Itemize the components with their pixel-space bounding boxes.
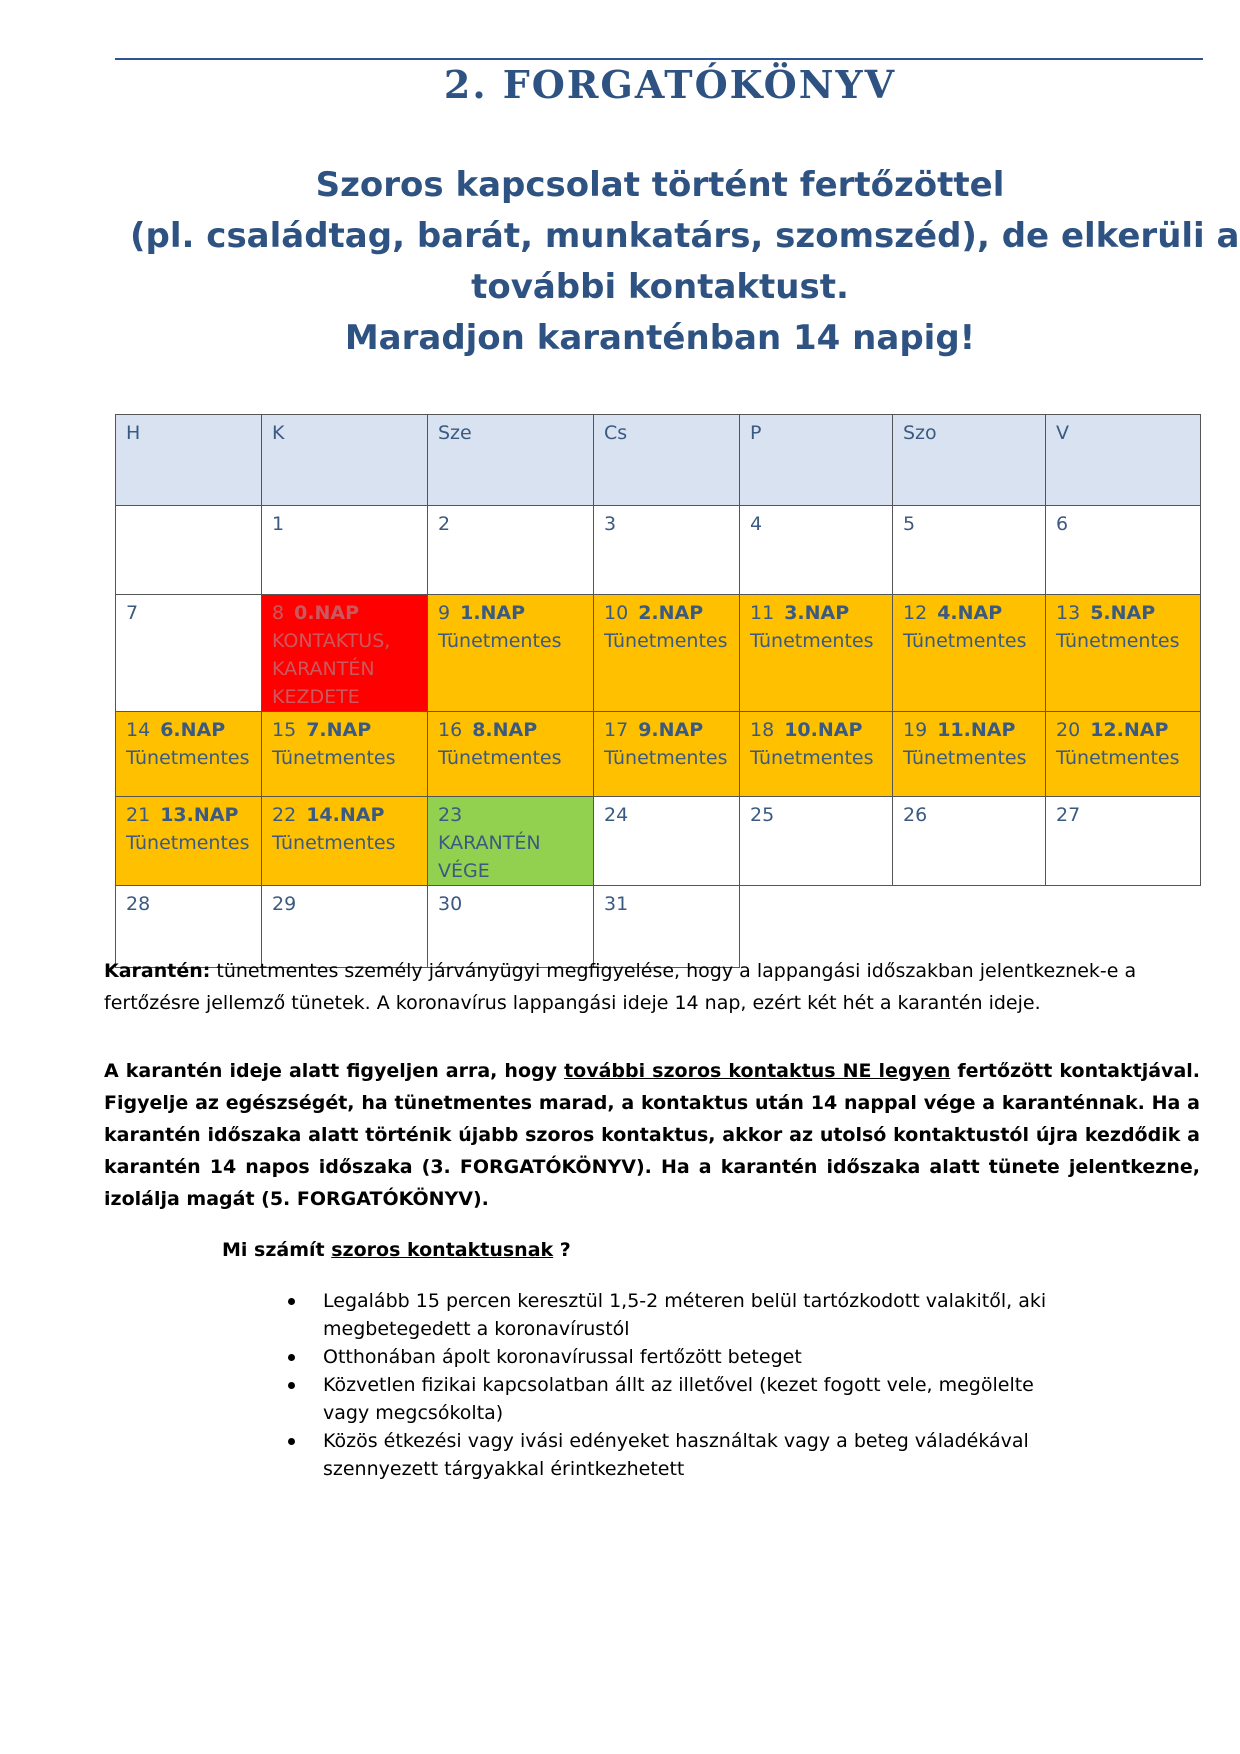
quarantine-definition [104, 955, 1200, 1019]
calendar-day-cell [116, 506, 262, 595]
day-note: Tünetmentes [903, 630, 1027, 652]
day-number: 6 [1056, 513, 1069, 535]
quarantine-day-label: 4.NAP [937, 602, 1003, 624]
day-number: 2 [438, 513, 451, 535]
quarantine-day-cell [428, 712, 594, 797]
quarantine-day-cell [262, 712, 428, 797]
subtitle-line: (pl. családtag, barát, munkatárs, szomszéd), de elkerüli a [130, 216, 1240, 256]
day-note: Tünetmentes [272, 832, 396, 854]
day-number: 28 [126, 893, 151, 915]
day-number: 17 [604, 719, 629, 741]
quarantine-day-label: 1.NAP [460, 602, 526, 624]
definition-text: tünetmentes személy járványügyi megfigyelése, hogy a lappangási időszakban jelentkeznek-e a fertőzésre jellemző tünetek. A koronavírus lappangási ideje 14 nap, ezért két hét a karantén ideje. [104, 960, 1137, 1014]
quarantine-guidance: A karantén ideje alatt figyeljen arra, hogy további szoros kontaktus NE legyen fertőzött kontaktjával. Figyelje az egészségét, ha tünetmentes marad, a kontaktus után 14 nappal vége a karanténnak. Ha a karantén időszaka alatt történik újabb szoros kontaktus, akkor az utolsó kontaktustól újra kezdődik a karantén 14 napos időszaka (3. FORGATÓKÖNYV). Ha a karantén időszaka alatt tünete jelentkezne, izolálja magát (5. FORGATÓKÖNYV). [104, 1060, 1200, 1210]
day-number: 13 [1056, 602, 1081, 624]
quarantine-day-label: 0.NAP [294, 602, 360, 624]
day-number: 7 [126, 602, 139, 624]
quarantine-day-cell [893, 595, 1046, 712]
subtitle-line: Maradjon karanténban 14 napig! [344, 318, 976, 358]
quarantine-calendar [115, 414, 1201, 968]
calendar-day-cell [594, 506, 740, 595]
weekday-header: K [262, 415, 428, 506]
day-note: Tünetmentes [903, 747, 1027, 769]
day-number: 27 [1056, 804, 1081, 826]
day-number: 3 [604, 513, 617, 535]
day-number: 26 [903, 804, 928, 826]
day-note: Tünetmentes [604, 630, 728, 652]
quarantine-day-cell [1046, 595, 1201, 712]
definition-term: Karantén: [104, 960, 211, 982]
weekday-header: Cs [594, 415, 740, 506]
day-note: Tünetmentes [750, 747, 874, 769]
weekday-header: P [740, 415, 893, 506]
calendar-day-cell [116, 595, 262, 712]
subtitle-line: Szoros kapcsolat történt fertőzöttel [315, 165, 1005, 205]
question-emphasis: szoros kontaktusnak [331, 1239, 554, 1261]
day-note: Tünetmentes [438, 630, 562, 652]
weekday-header: Szo [893, 415, 1046, 506]
calendar-day-cell [1046, 797, 1201, 886]
quarantine-day-cell [740, 595, 893, 712]
day-note: KONTAKTUS, KARANTÉN KEZDETE [272, 630, 391, 708]
quarantine-day-cell [116, 712, 262, 797]
calendar-header-row [116, 415, 1201, 506]
quarantine-day-label: 10.NAP [784, 719, 863, 741]
calendar-day-cell [893, 797, 1046, 886]
day-note: KARANTÉN VÉGE [438, 832, 541, 882]
subtitle [130, 160, 1240, 364]
close-contact-question: Mi számít szoros kontaktusnak ? [222, 1239, 571, 1261]
day-note: Tünetmentes [1056, 630, 1180, 652]
day-number: 14 [126, 719, 151, 741]
day-note: Tünetmentes [438, 747, 562, 769]
day-number: 19 [903, 719, 928, 741]
calendar-day-cell [594, 797, 740, 886]
calendar-day-cell [262, 506, 428, 595]
weekday-header: Sze [428, 415, 594, 506]
quarantine-day-label: 9.NAP [638, 719, 704, 741]
document-title: 2. FORGATÓKÖNYV [443, 62, 897, 107]
list-item: Közvetlen fizikai kapcsolatban állt az illetővel (kezet fogott vele, megölelte vagy megcsókolta) [282, 1371, 1082, 1427]
quarantine-day-label: 6.NAP [160, 719, 226, 741]
day-number: 9 [438, 602, 451, 624]
calendar-day-cell [740, 506, 893, 595]
quarantine-end-cell [428, 797, 594, 886]
close-contact-list [282, 1287, 1082, 1483]
quarantine-day-label: 14.NAP [306, 804, 385, 826]
quarantine-day-label: 13.NAP [160, 804, 239, 826]
calendar-week-row [116, 506, 1201, 595]
day-note: Tünetmentes [272, 747, 396, 769]
weekday-header: H [116, 415, 262, 506]
quarantine-day-cell [594, 595, 740, 712]
subtitle-line: további kontaktust. [471, 267, 849, 307]
calendar-week-row [116, 595, 1201, 712]
quarantine-day-cell [740, 712, 893, 797]
quarantine-day-label: 3.NAP [784, 602, 850, 624]
day-number: 10 [604, 602, 629, 624]
day-number: 18 [750, 719, 775, 741]
day-number: 12 [903, 602, 928, 624]
weekday-header: V [1046, 415, 1201, 506]
day-number: 23 [438, 804, 463, 826]
day-number: 15 [272, 719, 297, 741]
day-number: 5 [903, 513, 916, 535]
contact-day-cell [262, 595, 428, 712]
calendar-week-row [116, 797, 1201, 886]
day-number: 4 [750, 513, 763, 535]
quarantine-day-label: 12.NAP [1090, 719, 1169, 741]
calendar-week-row [116, 712, 1201, 797]
quarantine-day-label: 5.NAP [1090, 602, 1156, 624]
quarantine-day-cell [116, 797, 262, 886]
day-note: Tünetmentes [126, 832, 250, 854]
day-number: 21 [126, 804, 151, 826]
quarantine-day-cell [893, 712, 1046, 797]
top-rule [115, 58, 1203, 60]
list-item: Legalább 15 percen keresztül 1,5-2 méteren belül tartózkodott valakitől, aki megbetegedett a koronavírustól [282, 1287, 1082, 1343]
quarantine-day-cell [594, 712, 740, 797]
day-note: Tünetmentes [750, 630, 874, 652]
calendar-day-cell [1046, 506, 1201, 595]
quarantine-day-label: 2.NAP [638, 602, 704, 624]
calendar-day-cell [893, 506, 1046, 595]
day-number: 22 [272, 804, 297, 826]
day-note: Tünetmentes [1056, 747, 1180, 769]
day-number: 24 [604, 804, 629, 826]
quarantine-day-label: 7.NAP [306, 719, 372, 741]
day-note: Tünetmentes [126, 747, 250, 769]
day-number: 29 [272, 893, 297, 915]
calendar-day-cell [740, 797, 893, 886]
quarantine-day-label: 8.NAP [472, 719, 538, 741]
day-number: 8 [272, 602, 285, 624]
day-number: 20 [1056, 719, 1081, 741]
list-item: Otthonában ápolt koronavírussal fertőzött beteget [282, 1343, 1082, 1371]
day-note: Tünetmentes [604, 747, 728, 769]
day-number: 1 [272, 513, 285, 535]
quarantine-day-cell [1046, 712, 1201, 797]
quarantine-day-cell [262, 797, 428, 886]
calendar-day-cell [428, 506, 594, 595]
day-number: 11 [750, 602, 775, 624]
guidance-emphasis: további szoros kontaktus NE legyen [564, 1060, 951, 1082]
day-number: 30 [438, 893, 463, 915]
day-number: 31 [604, 893, 629, 915]
list-item: Közös étkezési vagy ivási edényeket használtak vagy a beteg váladékával szennyezett tárgyakkal érintkezhetett [282, 1427, 1082, 1483]
day-number: 25 [750, 804, 775, 826]
quarantine-day-label: 11.NAP [937, 719, 1016, 741]
quarantine-day-cell [428, 595, 594, 712]
day-number: 16 [438, 719, 463, 741]
